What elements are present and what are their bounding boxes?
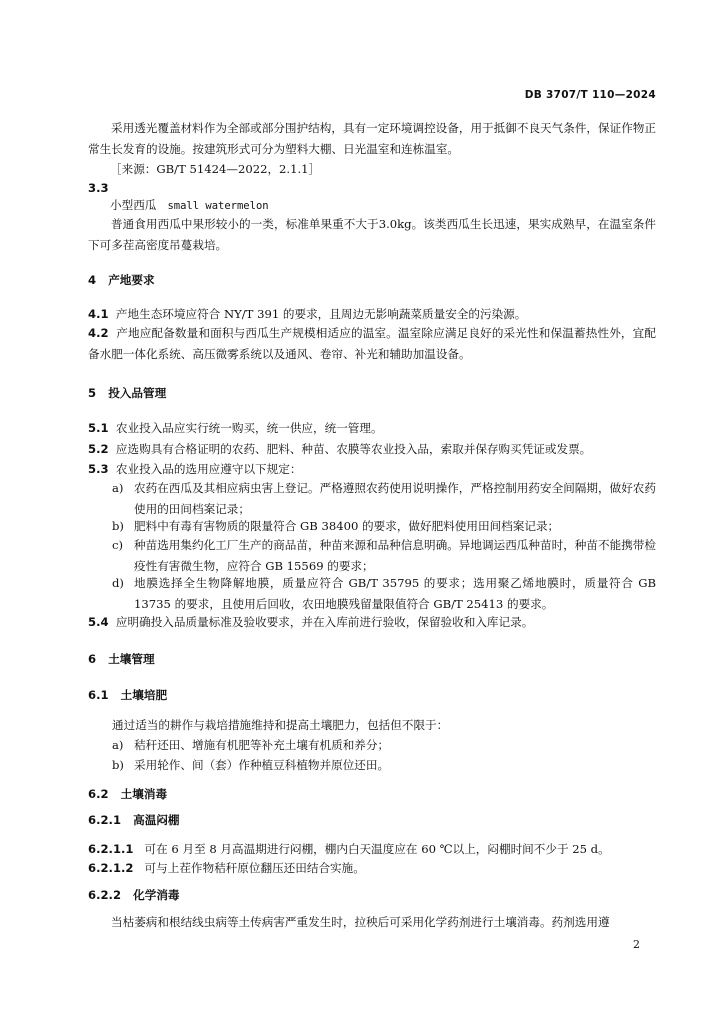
clause-5-2-number: 5.2 <box>88 442 109 456</box>
clause-6-2-1-1-number: 6.2.1.1 <box>88 842 134 856</box>
subsection-6-2-1-heading <box>88 812 180 828</box>
item-5-3-b-mark: b) <box>112 519 124 533</box>
clause-4-1-number: 4.1 <box>88 307 109 321</box>
clause-6-2-1-2 <box>88 860 365 876</box>
section-6-title: 土壤管理 <box>108 652 155 666</box>
section-4-number: 4 <box>88 273 97 287</box>
clause-6-2-1-2-number: 6.2.1.2 <box>88 861 134 875</box>
subsection-6-2-2-title: 化学消毒 <box>133 888 180 902</box>
clause-5-3-text: 农业投入品的选用应遵守以下规定： <box>115 462 302 476</box>
subsection-6-2-number: 6.2 <box>88 787 109 801</box>
item-5-3-d-text: 地膜选择全生物降解地膜，质量应符合 GB/T 35795 的要求；选用聚乙烯地膜时，质量符合 GB 13735 的要求，且使用后回收，农田地膜残留量限值符合 GB/T 25413 的要求。 <box>134 576 656 611</box>
section-6-number: 6 <box>88 652 97 666</box>
term-3-3-definition: 普通食用西瓜中果形较小的一类，标准单果重不大于3.0kg。该类西瓜生长迅速，果实成熟早，在温室条件下可多茬高密度吊蔓栽培。 <box>88 217 656 252</box>
subsection-6-1-intro: 通过适当的耕作与栽培措施维持和提高土壤肥力，包括但不限于： <box>112 718 449 732</box>
term-3-3-title-en: small watermelon <box>167 200 269 212</box>
subsection-6-1-title: 土壤培肥 <box>120 688 168 702</box>
clause-4-2-number: 4.2 <box>88 326 109 340</box>
item-5-3-a-text: 农药在西瓜及其相应病虫害上登记。严格遵照农药使用说明操作，严格控制用药安全间隔期，做好农药使用的田间档案记录； <box>134 481 656 516</box>
clause-5-3 <box>88 461 301 477</box>
clause-4-1-text: 产地生态环境应符合 NY/T 391 的要求，且周边无影响蔬菜质量安全的污染源。 <box>115 307 527 321</box>
clause-5-3-number: 5.3 <box>88 462 109 476</box>
subsection-6-2-2-text: 当枯萎病和根结线虫病等土传病害严重发生时，拉秧后可采用化学药剂进行土壤消毒。药剂选用遵 <box>111 915 610 929</box>
clause-5-2 <box>88 441 591 457</box>
term-3-3-title-cn: 小型西瓜 <box>110 198 157 212</box>
subsection-6-1-number: 6.1 <box>88 688 109 702</box>
item-6-1-a-mark: a) <box>112 738 124 752</box>
section-4-title: 产地要求 <box>108 273 155 287</box>
greenhouse-source: ［来源：GB/T 51424—2022，2.1.1］ <box>110 162 321 176</box>
item-6-1-a-text: 秸秆还田、增施有机肥等补充土壤有机质和养分； <box>134 738 390 752</box>
clause-4-1 <box>88 306 526 322</box>
subsection-6-2-1-number: 6.2.1 <box>88 813 122 827</box>
item-5-3-c-mark: c) <box>112 538 124 552</box>
subsection-6-2-2-number: 6.2.2 <box>88 888 122 902</box>
item-5-3-a-mark: a) <box>112 481 124 495</box>
clause-6-2-1-1-text: 可在 6 月至 8 月高温期进行闷棚，棚内白天温度应在 60 ℃以上，闷棚时间不少于 25 d。 <box>144 842 610 856</box>
item-6-1-b-mark: b) <box>112 758 124 772</box>
clause-4-2-text: 产地应配备数量和面积与西瓜生产规模相适应的温室。温室除应满足良好的采光性和保温蓄热性外，宜配备水肥一体化系统、高压微雾系统以及通风、卷帘、补光和辅助加温设备。 <box>88 326 656 361</box>
subsection-6-2-heading <box>88 786 167 802</box>
clause-5-1-text: 农业投入品应实行统一购买，统一供应，统一管理。 <box>115 421 383 435</box>
item-5-3-d-mark: d) <box>112 576 124 590</box>
clause-5-2-text: 应选购具有合格证明的农药、肥料、种苗、农膜等农业投入品，索取并保存购买凭证或发票。 <box>115 442 592 456</box>
clause-6-2-1-1 <box>88 841 610 857</box>
page-header-code: DB 3707/T 110—2024 <box>524 89 656 101</box>
section-5-heading <box>88 385 166 401</box>
section-4-heading <box>88 272 155 288</box>
clause-5-1 <box>88 420 383 436</box>
clause-5-1-number: 5.1 <box>88 421 109 435</box>
clause-5-4-number: 5.4 <box>88 615 109 629</box>
subsection-6-2-title: 土壤消毒 <box>120 787 168 801</box>
section-6-heading <box>88 651 155 667</box>
item-5-3-c-text: 种苗选用集约化工厂生产的商品苗，种苗来源和品种信息明确。异地调运西瓜种苗时，种苗不能携带检疫性有害微生物，应符合 GB 15569 的要求； <box>134 538 656 573</box>
clause-4-2 <box>88 323 656 364</box>
clause-5-4-text: 应明确投入品质量标准及验收要求，并在入库前进行验收，保留验收和入库记录。 <box>115 615 534 629</box>
term-3-3-number: 3.3 <box>88 181 109 195</box>
clause-6-2-1-2-text: 可与上茬作物秸秆原位翻压还田结合实施。 <box>144 861 365 875</box>
section-5-number: 5 <box>88 386 97 400</box>
item-5-3-b-text: 肥料中有毒有害物质的限量符合 GB 38400 的要求，做好肥料使用田间档案记录； <box>134 519 560 533</box>
term-3-3-title <box>110 197 269 214</box>
item-6-1-b-text: 采用轮作、间（套）作种植豆科植物并原位还田。 <box>134 758 390 772</box>
subsection-6-2-2-heading <box>88 887 180 903</box>
page-number: 2 <box>633 938 640 951</box>
subsection-6-1-heading <box>88 687 167 703</box>
greenhouse-definition: 采用透光覆盖材料作为全部或部分围护结构，具有一定环境调控设备，用于抵御不良天气条件，保证作物正常生长发育的设施。按建筑形式可分为塑料大棚、日光温室和连栋温室。 <box>88 121 656 156</box>
section-5-title: 投入品管理 <box>108 386 167 400</box>
subsection-6-2-1-title: 高温闷棚 <box>133 813 180 827</box>
clause-5-4 <box>88 614 533 630</box>
